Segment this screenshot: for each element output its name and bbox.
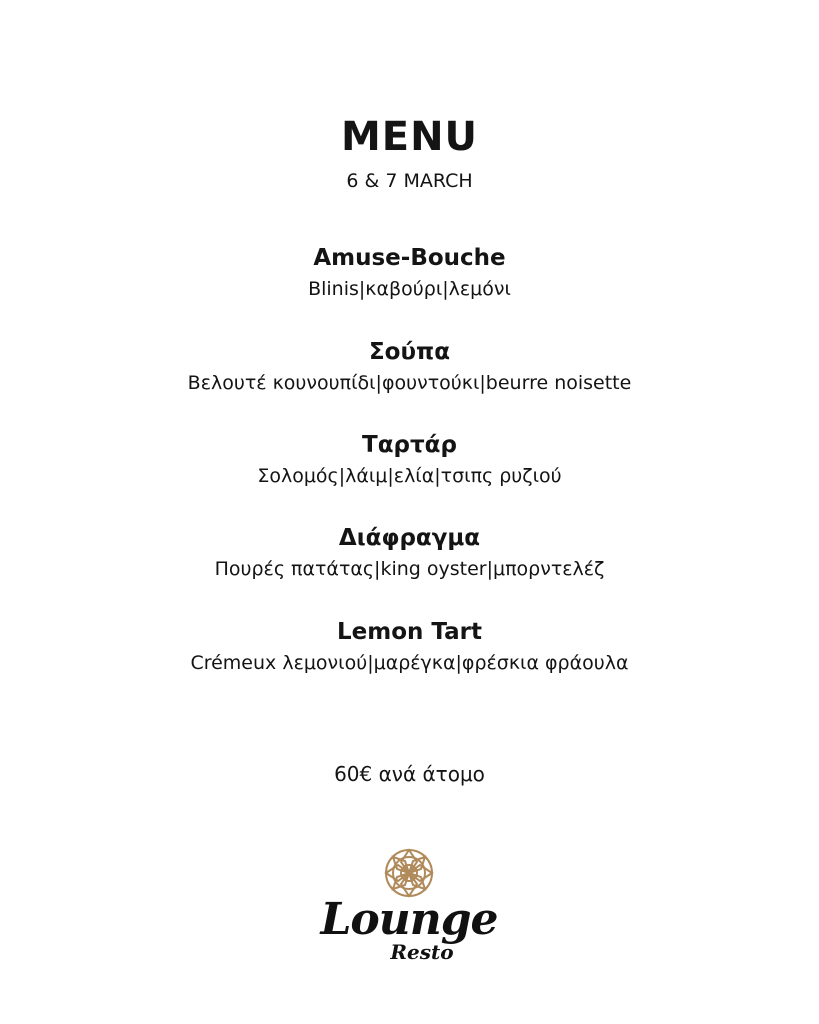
course-diafragma xyxy=(0,522,819,584)
course-description: Βελουτέ κουνουπίδι|φουντούκι|beurre noisette xyxy=(187,372,632,394)
mandala-icon xyxy=(309,848,509,898)
lounge-resto-logo xyxy=(309,848,509,978)
menu-title: MENU xyxy=(340,114,479,160)
course-soup xyxy=(0,336,819,398)
course-description: Πουρές πατάτας|king oyster|μπορντελέζ xyxy=(214,558,605,580)
course-name: Διάφραγμα xyxy=(338,525,481,551)
course-name: Amuse-Bouche xyxy=(313,245,506,271)
course-name: Σούπα xyxy=(368,339,451,365)
course-lemon-tart xyxy=(0,616,819,678)
course-description: Σολομός|λάιμ|ελία|τσιπς ρυζιού xyxy=(257,465,562,487)
menu-date: 6 & 7 MARCH xyxy=(346,170,473,192)
course-description: Blinis|καβούρι|λεμόνι xyxy=(308,278,511,300)
logo-subtitle: Resto xyxy=(390,940,454,964)
course-tartare xyxy=(0,429,819,491)
course-description: Crémeux λεμονιού|μαρέγκα|φρέσκια φράουλα xyxy=(190,652,629,674)
menu-price: 60€ ανά άτομο xyxy=(334,762,485,786)
logo-wordmark: Lounge xyxy=(320,894,498,945)
course-name: Ταρτάρ xyxy=(362,432,457,458)
course-amuse-bouche xyxy=(0,242,819,304)
course-name: Lemon Tart xyxy=(337,619,482,645)
